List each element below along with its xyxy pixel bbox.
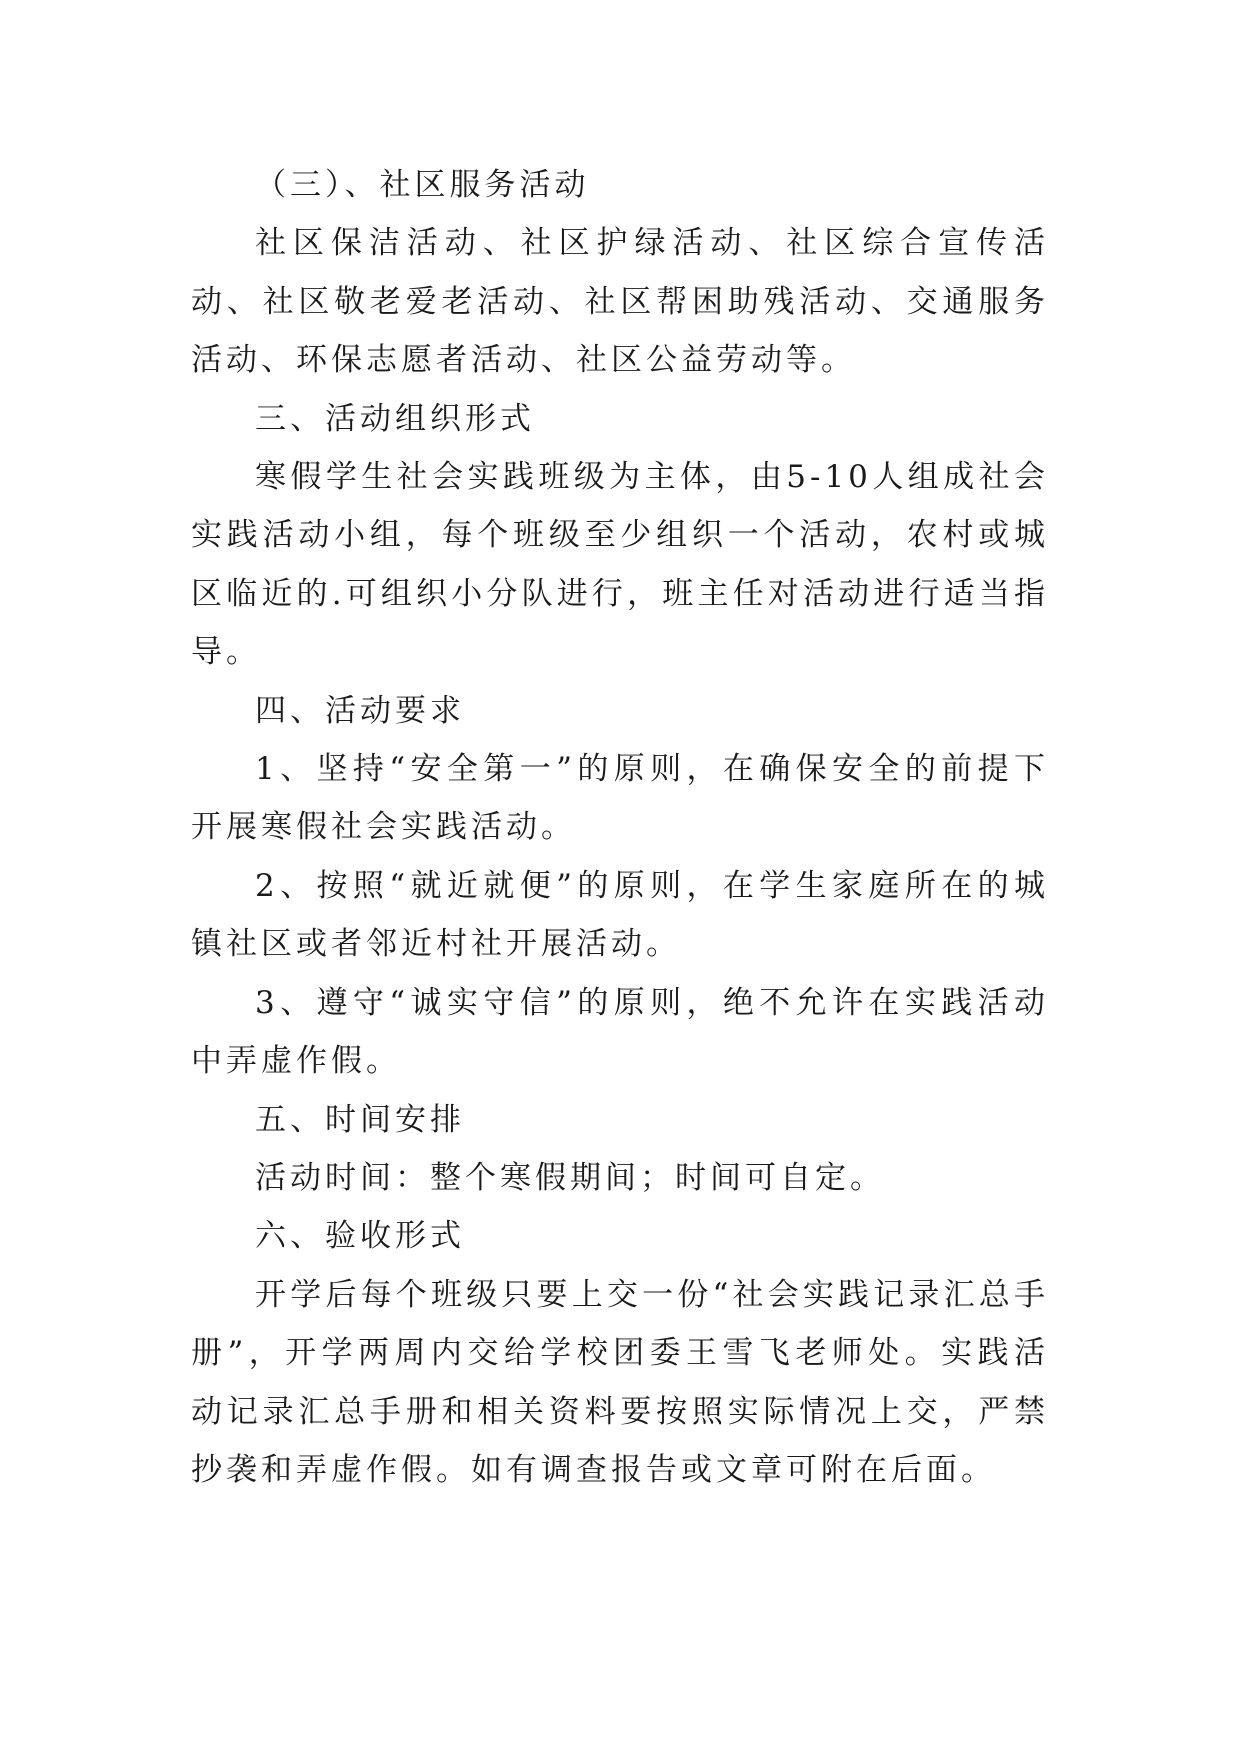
- paragraph-acceptance: 开学后每个班级只要上交一份“社会实践记录汇总手册”，开学两周内交给学校团委王雪飞老师处。实践活动记录汇总手册和相关资料要按照实际情况上交，严禁抄袭和弄虚作假。如有调查报告或文章可附在后面。: [191, 1276, 1049, 1488]
- section-heading-acceptance: 六、验收形式: [255, 1218, 465, 1255]
- paragraph-community-activities: 社区保洁活动、社区护绿活动、社区综合宣传活动、社区敬老爱老活动、社区帮困助残活动、交通服务活动、环保志愿者活动、社区公益劳动等。: [191, 225, 1049, 379]
- section-heading-requirements: 四、活动要求: [255, 692, 465, 729]
- paragraph-organization-form: 寒假学生社会实践班级为主体，由5-10人组成社会实践活动小组，每个班级至少组织一个活动，农村或城区临近的.可组织小分队进行，班主任对活动进行适当指导。: [191, 459, 1049, 671]
- paragraph-requirement-proximity: 2、按照“就近就便”的原则，在学生家庭所在的城镇社区或者邻近村社开展活动。: [191, 867, 1049, 963]
- section-heading-organization-form: 三、活动组织形式: [255, 400, 535, 437]
- document-body: [191, 156, 1049, 1499]
- section-heading-community-service: （三）、社区服务活动: [255, 167, 590, 203]
- paragraph-requirement-honesty: 3、遵守“诚实守信”的原则，绝不允许在实践活动中弄虚作假。: [191, 984, 1049, 1080]
- section-heading-schedule: 五、时间安排: [255, 1101, 465, 1138]
- paragraph-schedule: 活动时间：整个寒假期间；时间可自定。: [255, 1159, 885, 1196]
- paragraph-requirement-safety: 1、坚持“安全第一”的原则，在确保安全的前提下开展寒假社会实践活动。: [191, 751, 1049, 846]
